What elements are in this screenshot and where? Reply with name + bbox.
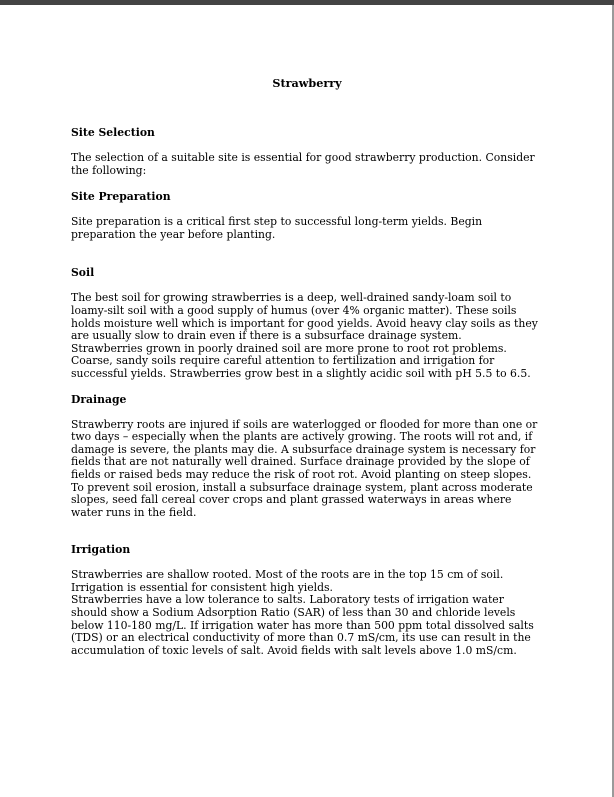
soil-paragraph-1: The best soil for growing strawberries is a deep, well-drained sandy-loam soil to loamy-silt soil with a good supply of humus (over 4% organic matter). These soils holds moisture well which is important for good yields. Avoid heavy clay soils as they are usually slow to drain even if there is a subsurface drainage system. xyxy=(71,291,538,343)
section-site-preparation xyxy=(71,190,543,241)
irrigation-paragraph-3: Strawberries have a low tolerance to salts. Laboratory tests of irrigation water should show a Sodium Adsorption Ratio (SAR) of less than 30 and chloride levels below 110-180 mg/L. If irrigation water has more than 500 ppm total dissolved salts (TDS) or an electrical conductivity of more than 0.7 mS/cm, its use can result in the accumulation of toxic levels of salt. Avoid fields with salt levels above 1.0 mS/cm. xyxy=(71,593,534,657)
section-soil xyxy=(71,266,543,380)
irrigation-paragraph-1: Strawberries are shallow rooted. Most of the roots are in the top 15 cm of soil. xyxy=(71,568,504,582)
window-top-border xyxy=(0,0,614,5)
section-heading-site-selection: Site Selection xyxy=(71,126,155,139)
section-heading-drainage: Drainage xyxy=(71,392,127,406)
soil-paragraph-2: Strawberries grown in poorly drained soil are more prone to root rot problems. Coarse, sandy soils require careful attention to fertilization and irrigation for successful yields. Strawberries grow best in a slightly acidic soil with pH 5.5 to 6.5. xyxy=(71,341,531,380)
section-drainage xyxy=(71,393,543,520)
section-heading-irrigation: Irrigation xyxy=(71,543,131,557)
document-page xyxy=(71,76,543,657)
irrigation-paragraph-2: Irrigation is essential for consistent high yields. xyxy=(71,580,333,594)
document-title: Strawberry xyxy=(272,76,342,90)
drainage-paragraph: Strawberry roots are injured if soils are waterlogged or flooded for more than one or two days – especially when the plants are actively growing. The roots will rot and, if damage is severe, the plants may die. A subsurface drainage system is necessary for fields that are not naturally well drained. Surface drainage provided by the slope of fields or raised beds may reduce the risk of root rot. Avoid planting on steep slopes. To prevent soil erosion, install a subsurface drainage system, plant across moderate slopes, seed fall cereal cover crops and plant grassed waterways in areas where water runs in the field. xyxy=(71,417,538,519)
site-selection-paragraph: The selection of a suitable site is essential for good strawberry production. Consider the following: xyxy=(71,151,535,177)
section-site-selection xyxy=(71,126,543,177)
section-heading-site-preparation: Site Preparation xyxy=(71,190,171,204)
site-preparation-paragraph: Site preparation is a critical first step to successful long-term yields. Begin preparation the year before planting. xyxy=(71,215,483,241)
section-heading-soil: Soil xyxy=(71,266,95,280)
section-irrigation xyxy=(71,543,543,657)
